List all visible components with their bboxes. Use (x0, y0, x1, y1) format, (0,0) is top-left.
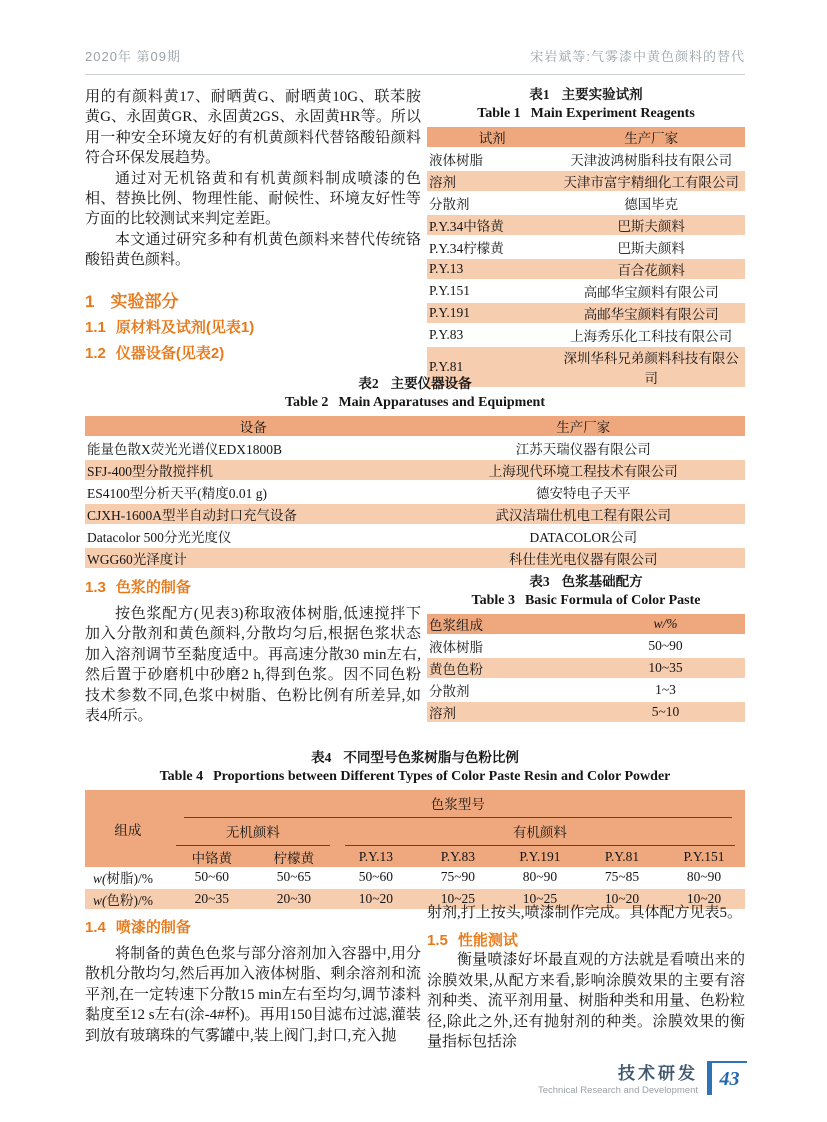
manufacturer: 深圳华科兄弟颜料科技有限公司 (557, 346, 745, 388)
section-1-4-heading (85, 916, 421, 937)
table4-caption-cn-label: 表4 (311, 750, 332, 765)
section-title: 实验部分 (110, 292, 179, 311)
section-1-3-paragraph: 按色浆配方(见表3)称取液体树脂,低速搅拌下加入分散剂和黄色颜料,分散均匀后,根据色浆状态加入溶剂调节至黏度适中。再高速分散30 min左右,然后置于砂磨机中砂磨2 h,得到色浆。因不同色粉技术参数不同,色浆中树脂、色粉比例有所差异,如表4所示。 (85, 606, 421, 725)
table2-caption-cn-text: 主要仪器设备 (390, 376, 472, 391)
table-row (85, 867, 745, 888)
table4-group-organic (335, 818, 745, 846)
section-title: 色浆的制备 (115, 579, 191, 596)
table2-header-row (85, 416, 745, 437)
value: 80~90 (499, 867, 581, 888)
table3-header-mass-fraction: w/% (586, 614, 745, 635)
manufacturer: 高邮华宝颜料有限公司 (557, 302, 745, 324)
equipment-name: WGG60光泽度计 (85, 547, 422, 569)
table-row (427, 214, 745, 236)
reagent-name: P.Y.83 (427, 324, 557, 346)
row-label-powder: w(色粉)/% (85, 888, 171, 910)
table-row (427, 170, 745, 192)
section-title: 性能测试 (457, 932, 518, 950)
page-footer (538, 1061, 747, 1096)
table-row (427, 324, 745, 346)
table1-caption-en-text: Main Experiment Reagents (530, 106, 695, 121)
section-title: 喷漆的制备 (115, 919, 191, 936)
table3 (427, 614, 745, 724)
section-number: 1.2 (85, 345, 106, 362)
value: 10~20 (581, 888, 663, 910)
table4-top-header-text: 色浆型号 (184, 790, 731, 818)
intro-paragraph: 通过对无机铬黄和有机黄颜料制成喷漆的色相、替换比例、物理性能、耐候性、环境友好性等方面的比较测试来判定差距。 (85, 170, 421, 228)
component-name: 溶剂 (427, 701, 586, 723)
table-row (85, 437, 745, 459)
value: 75~90 (417, 867, 499, 888)
value: 80~90 (663, 867, 745, 888)
section-1-5-heading (427, 929, 745, 950)
table4-caption-en-text: Proportions between Different Types of Color Paste Resin and Color Powder (213, 769, 671, 784)
value: 20~35 (171, 888, 253, 910)
table2-header-equipment: 设备 (85, 416, 422, 437)
table-row (427, 701, 745, 723)
table2-caption-en-label: Table 2 (284, 395, 329, 410)
table3-caption-cn-label: 表3 (529, 574, 550, 589)
table-row (427, 236, 745, 258)
table4-top-header (171, 790, 745, 818)
manufacturer: 上海现代环境工程技术有限公司 (422, 459, 745, 481)
table-row (427, 258, 745, 280)
table3-caption-cn (427, 572, 745, 591)
section-1-3-block (85, 576, 421, 726)
section-1-4-paragraph-continued: 射剂,打上按头,喷漆制作完成。具体配方见表5。 (427, 905, 743, 921)
component-name: 黄色色粉 (427, 657, 586, 679)
manufacturer: 上海秀乐化工科技有限公司 (557, 324, 745, 346)
footer-section-en: Technical Research and Development (537, 1085, 698, 1096)
value: 10~20 (663, 888, 745, 910)
mass-fraction: 50~90 (586, 635, 745, 657)
reagent-name: P.Y.13 (427, 258, 557, 280)
table4-header-row-2 (85, 818, 745, 846)
table-row (427, 192, 745, 214)
section-1-heading (85, 287, 178, 312)
table1 (427, 127, 745, 389)
section-1-1-heading (85, 316, 254, 337)
running-header (85, 46, 745, 75)
table1-block (427, 85, 745, 389)
section-number: 1.4 (85, 919, 106, 936)
value: 10~25 (417, 888, 499, 910)
component-name: 分散剂 (427, 679, 586, 701)
table4-block (85, 748, 745, 911)
table4-caption-cn-text: 不同型号色浆树脂与色粉比例 (343, 750, 519, 765)
reagent-name: P.Y.34柠檬黄 (427, 236, 557, 258)
table4-col-header: P.Y.83 (417, 846, 499, 867)
reagent-name: P.Y.34中铬黄 (427, 214, 557, 236)
table2-caption-cn (85, 374, 745, 393)
manufacturer: 德国毕克 (557, 192, 745, 214)
manufacturer: 百合花颜料 (557, 258, 745, 280)
table-row (85, 503, 745, 525)
section-1-4-block (85, 916, 421, 1046)
table1-caption-cn-label: 表1 (529, 87, 550, 102)
table4-caption-en-label: Table 4 (159, 769, 204, 784)
table2-header-manufacturer: 生产厂家 (422, 416, 745, 437)
table1-caption-en-label: Table 1 (477, 106, 521, 121)
running-title: 宋岩斌等:气雾漆中黄色颜料的替代 (530, 49, 745, 64)
table2 (85, 416, 745, 570)
table2-caption-en-text: Main Apparatuses and Equipment (338, 395, 545, 410)
section-1-2-heading (85, 342, 224, 363)
section-1-4-paragraph: 将制备的黄色色浆与部分溶剂加入容器中,用分散机分散均匀,然后再加入液体树脂、剩余溶剂和流平剂,在一定转速下分散15 min左右至均匀,调节漆料黏度至12 s左右(涂-4#杯)。再用150目滤布过滤,灌装到放有玻璃珠的气雾罐中,装上阀门,封口,充入抛 (85, 946, 421, 1044)
issue-label: 2020年 第09期 (85, 49, 181, 64)
mass-fraction: 5~10 (586, 701, 745, 723)
table3-block (427, 572, 745, 724)
section-number: 1.1 (85, 319, 106, 336)
value: 10~20 (335, 888, 417, 910)
table-row (85, 525, 745, 547)
footer-labels (538, 1061, 698, 1096)
reagent-name: P.Y.81 (427, 346, 557, 388)
intro-paragraph: 本文通过研究多种有机黄色颜料来替代传统铬酸铅黄色颜料。 (85, 231, 421, 269)
section-title: 仪器设备(见表2) (115, 345, 225, 362)
equipment-name: ES4100型分析天平(精度0.01 g) (85, 481, 422, 503)
manufacturer: 德安特电子天平 (422, 481, 745, 503)
table3-header-component: 色浆组成 (427, 614, 586, 635)
table-row (85, 547, 745, 569)
section-1-5-paragraph: 衡量喷漆好坏最直观的方法就是看喷出来的涂膜效果,从配方来看,影响涂膜效果的主要有溶剂种类、流平剂用量、树脂种类和用量、色粉粒径,除此之外,还有抛射剂的种类。涂膜效果的衡量指标包括涂 (427, 952, 745, 1051)
value: 50~65 (253, 867, 335, 888)
manufacturer: 天津市富宇精细化工有限公司 (557, 170, 745, 192)
table1-caption-en (427, 104, 745, 123)
intro-column (85, 87, 421, 271)
value: 75~85 (581, 867, 663, 888)
manufacturer: 江苏天瑞仪器有限公司 (422, 437, 745, 459)
section-number: 1.5 (427, 932, 448, 950)
table1-header-row (427, 127, 745, 148)
table-row (427, 302, 745, 324)
equipment-name: SFJ-400型分散搅拌机 (85, 459, 422, 481)
table2-caption-en (85, 393, 745, 412)
table3-caption-en (427, 591, 745, 610)
manufacturer: 武汉洁瑞仕机电工程有限公司 (422, 503, 745, 525)
manufacturer: 科仕佳光电仪器有限公司 (422, 547, 745, 569)
value: 10~25 (499, 888, 581, 910)
value: 20~30 (253, 888, 335, 910)
manufacturer: 巴斯夫颜料 (557, 214, 745, 236)
value: 50~60 (171, 867, 253, 888)
footer-section-cn: 技术研发 (618, 1064, 698, 1083)
table4-header-row-3 (85, 846, 745, 867)
table4-col-header: 柠檬黄 (253, 846, 335, 867)
table4-caption-en (85, 767, 745, 786)
table3-caption-cn-text: 色浆基础配方 (561, 574, 643, 589)
table4-col-header: P.Y.13 (335, 846, 417, 867)
table4-col-header: P.Y.151 (663, 846, 745, 867)
right-bottom-column (427, 903, 745, 1052)
component-name: 液体树脂 (427, 635, 586, 657)
manufacturer: 高邮华宝颜料有限公司 (557, 280, 745, 302)
table-row (427, 657, 745, 679)
value: 50~60 (335, 867, 417, 888)
table4-header-row-1 (85, 790, 745, 818)
table3-header-row (427, 614, 745, 635)
manufacturer: 巴斯夫颜料 (557, 236, 745, 258)
manufacturer: DATACOLOR公司 (422, 525, 745, 547)
table2-block (85, 374, 745, 570)
table4-group-inorganic (171, 818, 335, 846)
table3-caption-en-label: Table 3 (471, 593, 515, 608)
reagent-name: P.Y.191 (427, 302, 557, 324)
table1-header-manufacturer: 生产厂家 (557, 127, 745, 148)
row-label-resin: w(树脂)/% (85, 867, 171, 888)
table4-group-organic-text: 有机颜料 (345, 818, 735, 846)
page-number: 43 (707, 1061, 747, 1095)
reagent-name: 液体树脂 (427, 148, 557, 170)
table-row (85, 459, 745, 481)
table1-caption-cn-text: 主要实验试剂 (561, 87, 643, 102)
table4-corner-header: 组成 (85, 790, 171, 867)
table4-caption-cn (85, 748, 745, 767)
table-row (427, 280, 745, 302)
table1-caption-cn (427, 85, 745, 104)
table4-col-header: 中铬黄 (171, 846, 253, 867)
section-number: 1 (85, 292, 95, 311)
table2-caption-cn-label: 表2 (358, 376, 379, 391)
table4-col-header: P.Y.81 (581, 846, 663, 867)
mass-fraction: 10~35 (586, 657, 745, 679)
mass-fraction: 1~3 (586, 679, 745, 701)
section-title: 原材料及试剂(见表1) (115, 319, 255, 336)
equipment-name: Datacolor 500分光光度仪 (85, 525, 422, 547)
section-1-3-heading (85, 576, 421, 597)
reagent-name: 分散剂 (427, 192, 557, 214)
table-row (427, 635, 745, 657)
table4-group-inorganic-text: 无机颜料 (176, 818, 330, 846)
intro-paragraph-continued: 用的有颜料黄17、耐晒黄G、耐晒黄10G、联苯胺黄G、永固黄GR、永固黄2GS、永固黄HR等。所以用一种安全环境友好的有机黄颜料代替铬酸铅颜料符合环保发展趋势。 (85, 89, 421, 167)
table3-caption-en-text: Basic Formula of Color Paste (524, 593, 701, 608)
table1-header-reagent: 试剂 (427, 127, 557, 148)
manufacturer: 天津波鸿树脂科技有限公司 (557, 148, 745, 170)
table4-col-header: P.Y.191 (499, 846, 581, 867)
reagent-name: 溶剂 (427, 170, 557, 192)
table-row (427, 679, 745, 701)
table4 (85, 790, 745, 911)
reagent-name: P.Y.151 (427, 280, 557, 302)
table-row (427, 148, 745, 170)
section-number: 1.3 (85, 579, 106, 596)
equipment-name: CJXH-1600A型半自动封口充气设备 (85, 503, 422, 525)
table-row (85, 481, 745, 503)
equipment-name: 能量色散X荧光光谱仪EDX1800B (85, 437, 422, 459)
